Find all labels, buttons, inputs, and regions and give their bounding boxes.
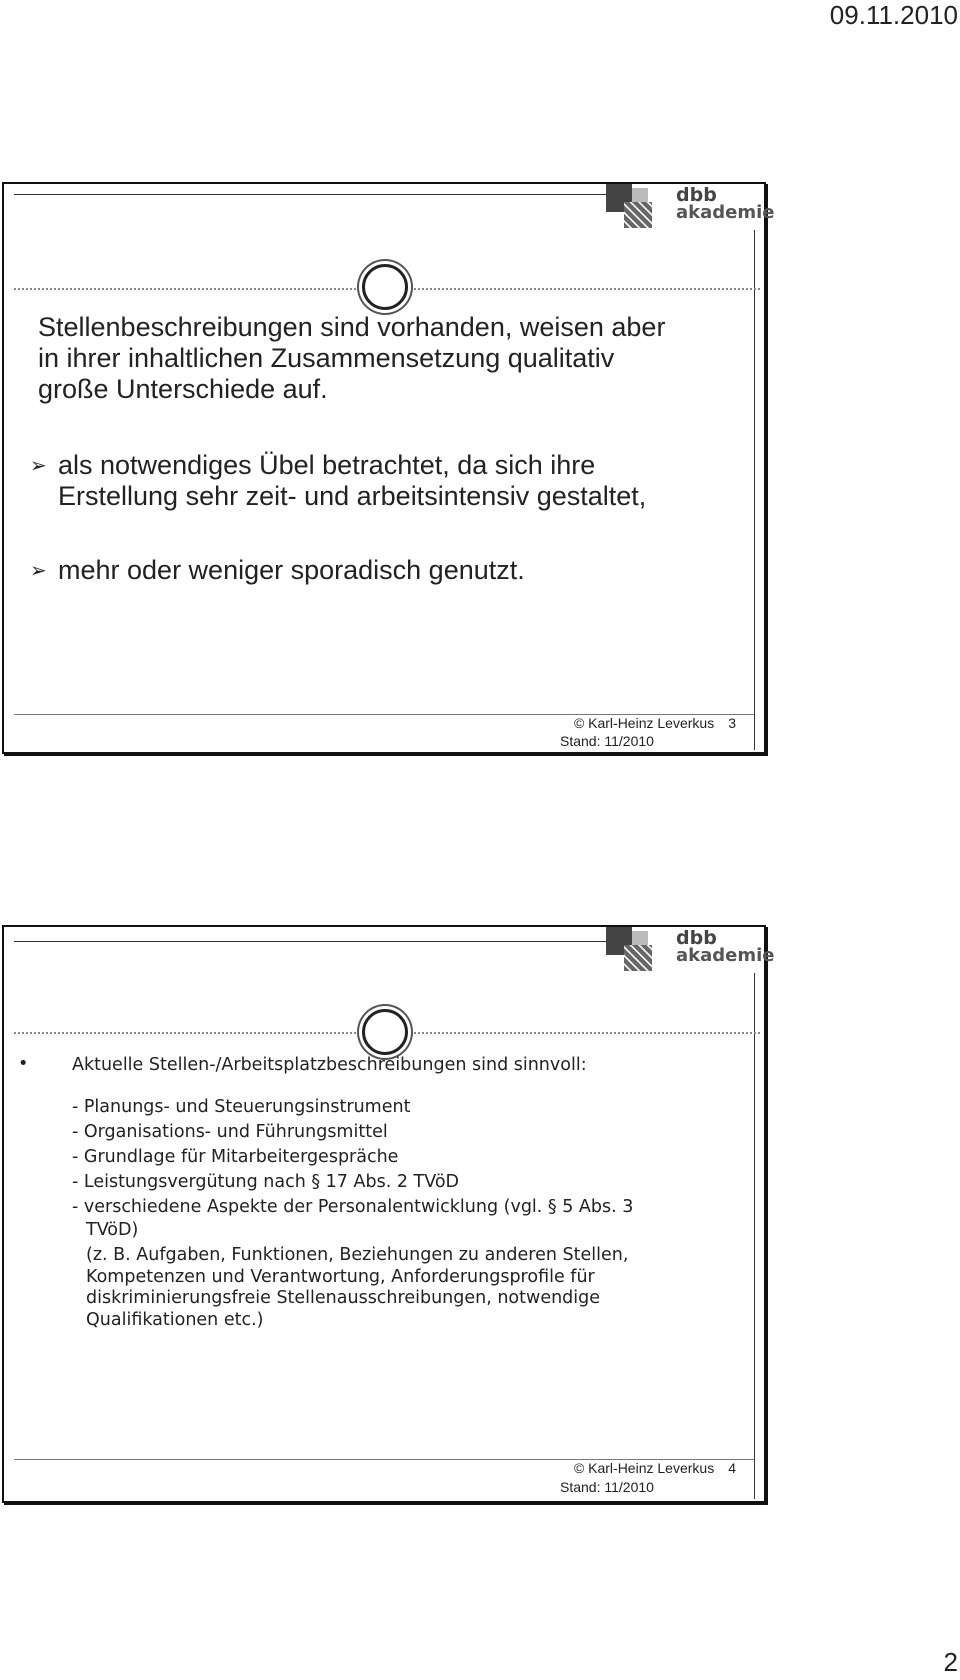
list-item: Qualifikationen etc.) [86,1309,264,1330]
ring-icon [362,1009,408,1055]
footer-page: 4 [728,1460,736,1476]
slide-4 [2,925,775,1503]
bullet-line: Erstellung sehr zeit- und arbeitsintensiv gestaltet, [58,481,647,511]
example-text [86,1245,628,1331]
list-item: diskriminierungsfreie Stellenausschreibungen, notwendige [86,1288,601,1308]
items-list [72,1095,633,1241]
list-item: TVöD) [86,1220,139,1240]
brand-line1: dbb [676,927,717,949]
slide-3 [2,182,775,754]
list-item: - Grundlage für Mitarbeitergespräche [72,1147,399,1167]
bullet-line: als notwendiges Übel betrachtet, da sich ihre [58,450,596,480]
main-bullet: Aktuelle Stellen-/Arbeitsplatzbeschreibungen sind sinnvoll: [72,1055,587,1075]
intro-line: in ihrer inhaltlichen Zusammensetzung qualitativ [38,343,615,373]
footer-author: © Karl-Heinz Leverkus [573,715,715,731]
right-border-line [754,973,755,1499]
arrow-bullet-icon: ➢ [30,455,47,477]
dbb-logo-icon [606,927,654,971]
bullet-2: mehr oder weniger sporadisch genutzt. [58,555,525,585]
brand-line2: akademie [676,945,775,966]
intro-text [38,312,665,405]
ring-icon [362,264,408,310]
list-item: - Leistungsvergütung nach § 17 Abs. 2 TVöD [72,1172,459,1192]
right-border-line [754,230,755,750]
header-line [14,941,606,942]
footer-page: 3 [728,715,736,731]
list-item: - Planungs- und Steuerungsinstrument [72,1097,411,1117]
list-item: Kompetenzen und Verantwortung, Anforderungsprofile für [86,1266,595,1287]
arrow-bullet-icon: ➢ [30,560,47,582]
page-number: 2 [943,1647,958,1677]
list-item: - verschiedene Aspekte der Personalentwicklung (vgl. § 5 Abs. 3 [72,1197,634,1217]
footer-author: © Karl-Heinz Leverkus [573,1460,715,1476]
brand-text [676,186,775,222]
list-item: - Organisations- und Führungsmittel [72,1122,388,1142]
footer-row [574,715,736,732]
footer-stand: Stand: 11/2010 [560,1479,654,1495]
footer-row [574,1460,736,1477]
print-date: 09.11.2010 [829,0,958,30]
brand-text [676,929,775,965]
dbb-logo-icon [606,184,654,228]
bullet-dot-icon: • [18,1054,29,1074]
intro-line: Stellenbeschreibungen sind vorhanden, weisen aber [38,312,666,342]
intro-line: große Unterschiede auf. [38,374,328,404]
brand-line1: dbb [676,184,717,206]
list-item: (z. B. Aufgaben, Funktionen, Beziehungen zu anderen Stellen, [86,1245,629,1265]
footer-stand: Stand: 11/2010 [560,733,654,749]
bullet-1 [58,450,646,512]
header-line [14,194,606,195]
brand-line2: akademie [676,202,775,223]
